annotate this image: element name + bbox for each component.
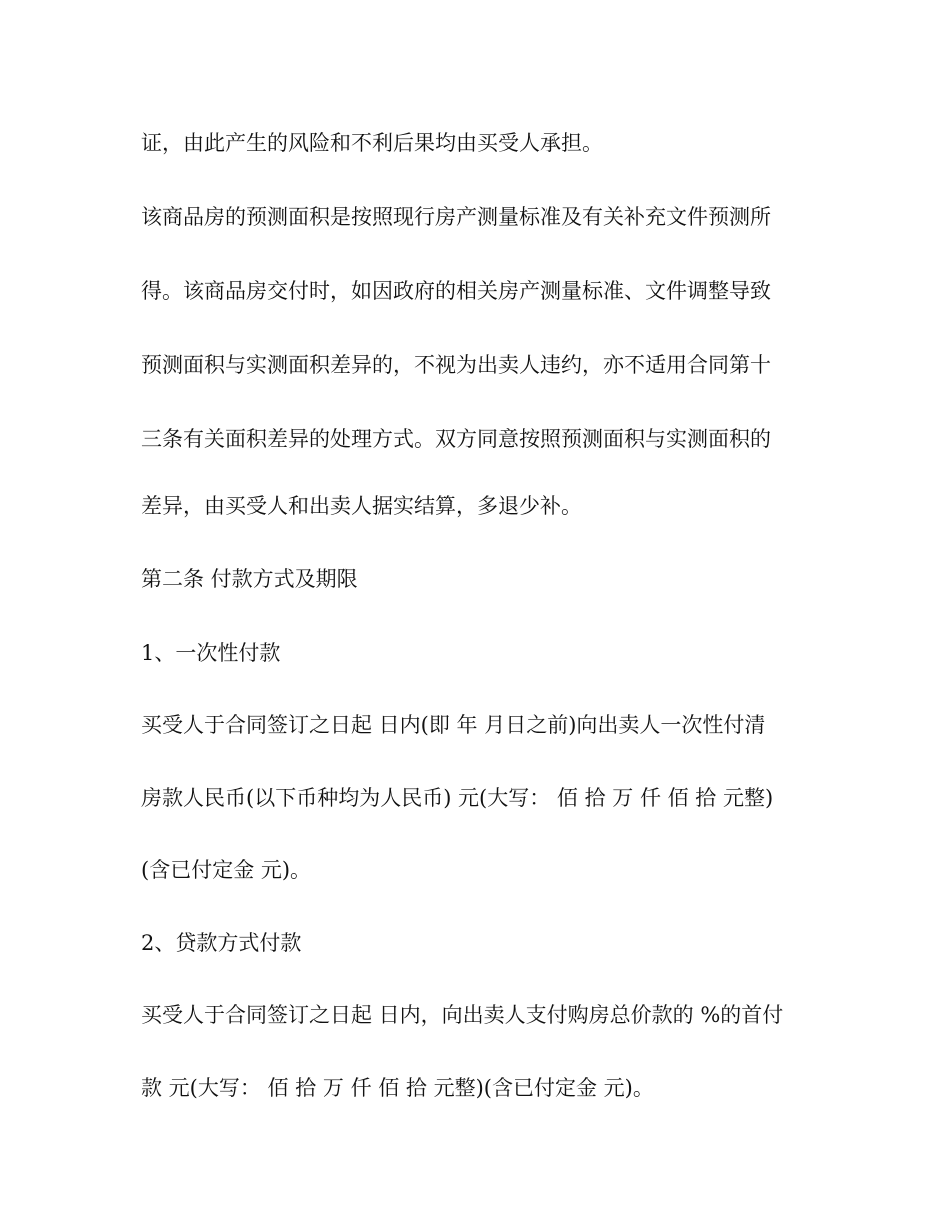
paragraph-line: 该商品房的预测面积是按照现行房产测量标准及有关补充文件预测所 — [141, 205, 771, 229]
paragraph-line: 买受人于合同签订之日起 日内，向出卖人支付购房总价款的 %的首付 — [141, 1003, 784, 1027]
subsection-heading: 2、贷款方式付款 — [141, 931, 302, 955]
paragraph-line: 款 元(大写： 佰 拾 万 仟 佰 拾 元整)(含已付定金 元)。 — [141, 1076, 654, 1100]
paragraph-line: 证，由此产生的风险和不利后果均由买受人承担。 — [141, 131, 603, 155]
paragraph-line: 预测面积与实测面积差异的，不视为出卖人违约，亦不适用合同第十 — [141, 353, 771, 377]
section-heading: 第二条 付款方式及期限 — [141, 567, 358, 591]
paragraph-line: 得。该商品房交付时，如因政府的相关房产测量标准、文件调整导致 — [141, 279, 771, 303]
paragraph-line: 房款人民币(以下币种均为人民币) 元(大写： 佰 拾 万 仟 佰 拾 元整) — [141, 786, 774, 810]
paragraph-line: 买受人于合同签订之日起 日内(即 年 月日之前)向出卖人一次性付清 — [141, 713, 766, 737]
subsection-heading: 1、一次性付款 — [141, 641, 281, 665]
paragraph-line: 三条有关面积差异的处理方式。双方同意按照预测面积与实测面积的 — [141, 427, 771, 451]
paragraph-line: (含已付定金 元)。 — [141, 858, 312, 882]
paragraph-line: 差异，由买受人和出卖人据实结算，多退少补。 — [141, 494, 582, 518]
